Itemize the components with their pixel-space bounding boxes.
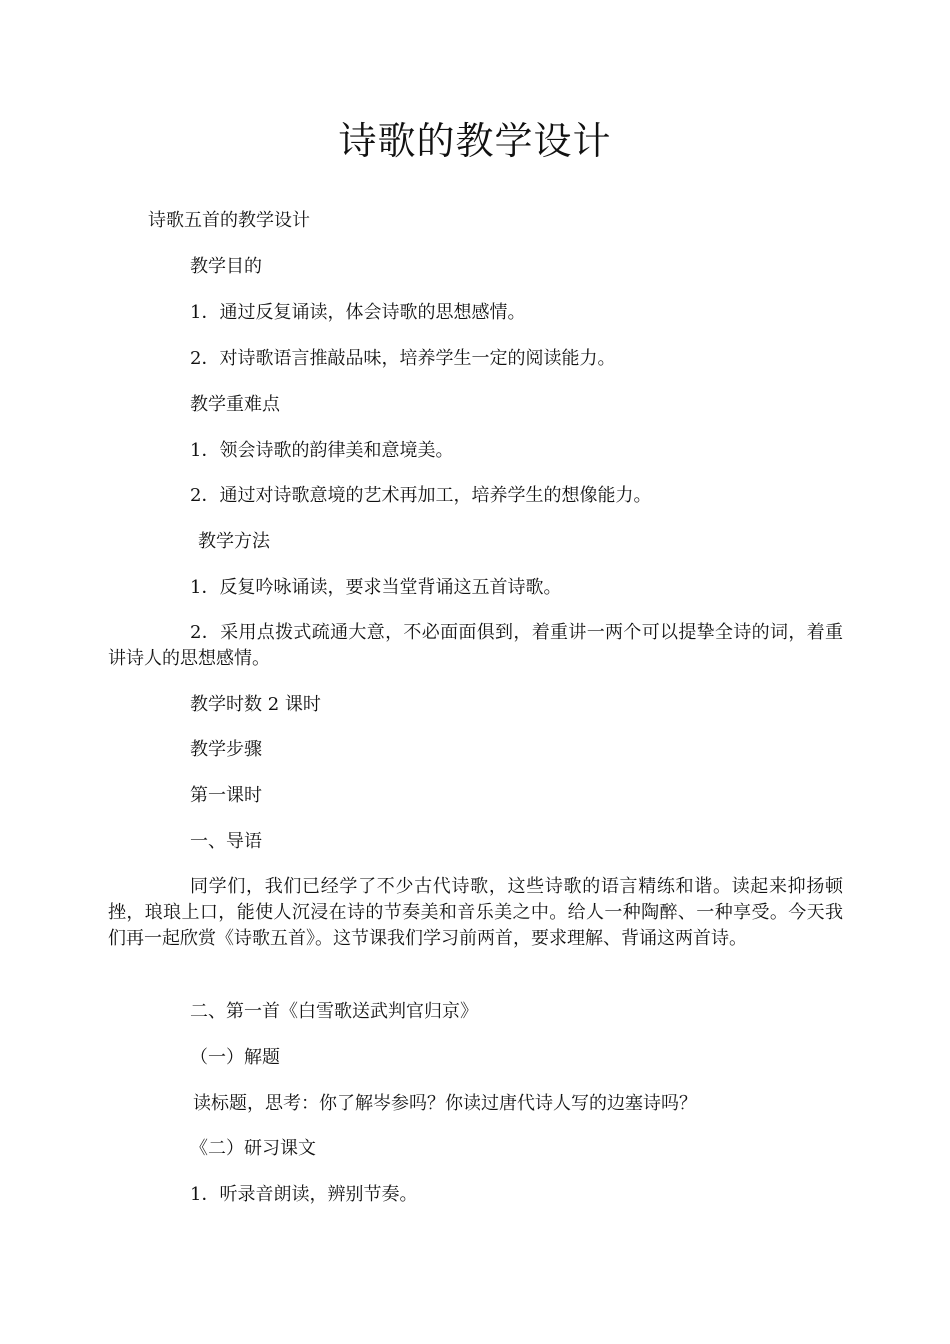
section-heading: 诗歌五首的教学设计 xyxy=(148,210,310,231)
paragraph-introduction-text: 同学们，我们已经学了不少古代诗歌，这些诗歌的语言精练和谐。读起来抑扬顿挫，琅琅上口，能使人沉浸在诗的节奏美和音乐美之中。给人一种陶醉、一种享受。今天我们再一起欣赏《诗歌五首》。这节课我们学习前两首，要求理解、背诵这两首诗。 xyxy=(108,876,843,949)
paragraph: 读标题，思考：你了解岑参吗？你读过唐代诗人写的边塞诗吗？ xyxy=(193,1093,697,1114)
paragraph: 1．通过反复诵读，体会诗歌的思想感情。 xyxy=(190,302,526,323)
heading-study-text: 《二）研习课文 xyxy=(190,1138,316,1159)
paragraph: 2．对诗歌语言推敲品味，培养学生一定的阅读能力。 xyxy=(190,348,616,369)
paragraph: 2．通过对诗歌意境的艺术再加工，培养学生的想像能力。 xyxy=(190,485,652,506)
heading-teaching-steps: 教学步骤 xyxy=(190,739,262,760)
paragraph: 1．领会诗歌的韵律美和意境美。 xyxy=(190,440,454,461)
paragraph-class-hours: 教学时数 2 课时 xyxy=(190,694,321,715)
heading-teaching-objectives: 教学目的 xyxy=(190,256,262,277)
heading-first-poem: 二、第一首《白雪歌送武判官归京》 xyxy=(190,1001,478,1022)
heading-teaching-methods: 教学方法 xyxy=(198,531,270,552)
paragraph: 1．反复吟咏诵读，要求当堂背诵这五首诗歌。 xyxy=(190,577,562,598)
heading-introduction: 一、导语 xyxy=(190,831,262,852)
heading-key-points: 教学重难点 xyxy=(190,394,280,415)
paragraph: 1．听录音朗读，辨别节奏。 xyxy=(190,1184,418,1205)
paragraph: 2．采用点拨式疏通大意，不必面面俱到，着重讲一两个可以提挚全诗的词，着重讲诗人的思想感情。 xyxy=(108,622,843,669)
document-title: 诗歌的教学设计 xyxy=(338,119,612,163)
heading-first-lesson: 第一课时 xyxy=(190,785,262,806)
heading-title-explanation: （一）解题 xyxy=(190,1047,280,1068)
